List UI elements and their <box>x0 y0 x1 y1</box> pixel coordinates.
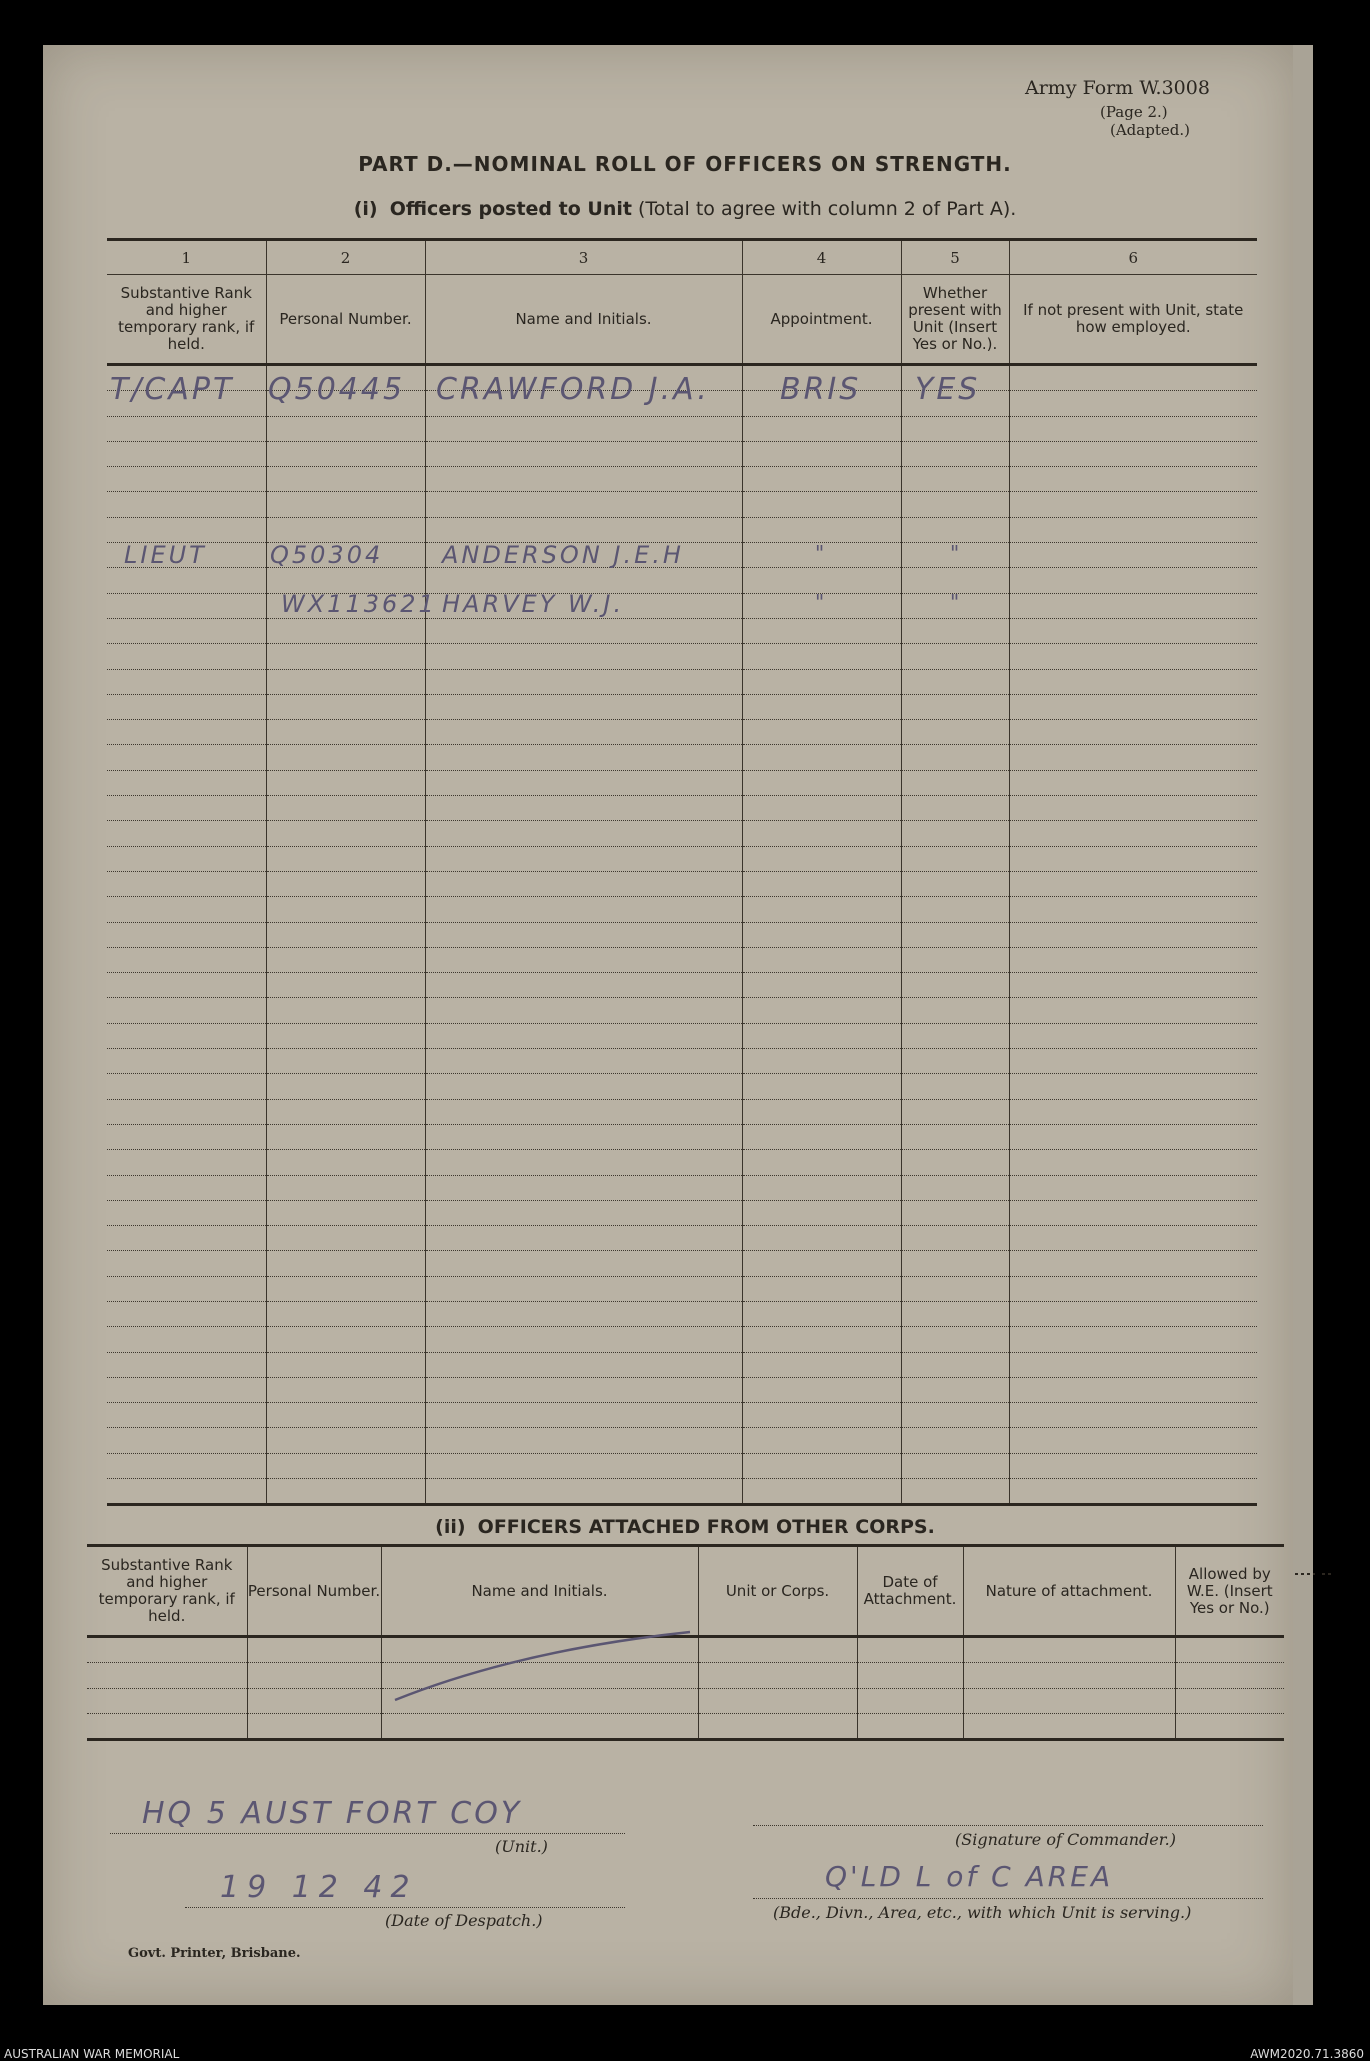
page-title: PART D.—NOMINAL ROLL OF OFFICERS ON STRENGTH. <box>358 152 1012 176</box>
column-number: 2 <box>266 240 425 275</box>
column-number: 3 <box>425 240 742 275</box>
area-caption: (Bde., Divn., Area, etc., with which Unit is serving.) <box>773 1903 1192 1922</box>
entry-name: HARVEY W.J. <box>442 590 625 618</box>
adapted-note: (Adapted.) <box>1110 121 1190 139</box>
entry-present: YES <box>915 372 981 407</box>
column-header-appointment: Appointment. <box>742 275 901 365</box>
entry-name: ANDERSON J.E.H <box>442 541 684 569</box>
page-indicator: (Page 2.) <box>1100 103 1168 121</box>
section1-label-bold: Officers posted to Unit <box>389 198 632 220</box>
column-number: 4 <box>742 240 901 275</box>
area-value: Q'LD L of C AREA <box>825 1860 1114 1893</box>
column-number: 1 <box>107 240 266 275</box>
unit-caption: (Unit.) <box>495 1837 548 1856</box>
column-header-unit: Unit or Corps. <box>698 1546 857 1637</box>
printer-imprint: Govt. Printer, Brisbane. <box>128 1946 301 1961</box>
entry-number: Q50445 <box>268 372 406 407</box>
column-header-nature: Nature of attachment. <box>963 1546 1175 1637</box>
section2-prefix: (ii) <box>435 1516 466 1538</box>
unit-value: HQ 5 AUST FORT COY <box>142 1796 523 1831</box>
entry-number: WX113621 <box>281 590 437 618</box>
entry-rank: T/CAPT <box>110 372 235 407</box>
signature-line <box>753 1825 1263 1826</box>
column-header-present: Whether present with Unit (Insert Yes or No.). <box>901 275 1009 365</box>
column-header-date: Date of Attachment. <box>857 1546 963 1637</box>
column-number: 5 <box>901 240 1009 275</box>
entry-appointment: " <box>815 541 828 565</box>
column-header-name: Name and Initials. <box>425 275 742 365</box>
entry-appointment: " <box>815 590 828 614</box>
entry-present: " <box>950 541 963 565</box>
section1-label-rest: (Total to agree with column 2 of Part A). <box>638 198 1017 220</box>
section2-label: OFFICERS ATTACHED FROM OTHER CORPS. <box>477 1516 935 1538</box>
form-number: Army Form W.3008 <box>1025 77 1210 99</box>
entry-number: Q50304 <box>270 541 384 569</box>
section1-prefix: (i) <box>353 198 378 220</box>
credit-institution: AUSTRALIAN WAR MEMORIAL <box>4 2047 180 2061</box>
column-header-employed: If not present with Unit, state how employed. <box>1009 275 1257 365</box>
column-header-rank: Substantive Rank and higher temporary rank, if held. <box>87 1546 247 1637</box>
credit-accession: AWM2020.71.3860 <box>1250 2047 1364 2061</box>
unit-line <box>110 1833 625 1834</box>
column-header-number: Personal Number. <box>266 275 425 365</box>
column-number: 6 <box>1009 240 1257 275</box>
date-line <box>185 1907 625 1908</box>
area-line <box>753 1898 1263 1899</box>
date-value: 19 12 42 <box>220 1870 418 1905</box>
column-header-number: Personal Number. <box>247 1546 381 1637</box>
signature-caption: (Signature of Commander.) <box>955 1830 1176 1849</box>
column-header-name: Name and Initials. <box>381 1546 698 1637</box>
entry-appointment: BRIS <box>780 372 862 407</box>
entry-present: " <box>950 590 963 614</box>
entry-name: CRAWFORD J.A. <box>436 372 710 407</box>
column-header-allowed: Allowed by W.E. (Insert Yes or No.) <box>1175 1546 1284 1637</box>
entry-rank: LIEUT <box>124 541 207 569</box>
date-caption: (Date of Despatch.) <box>385 1911 543 1930</box>
column-header-rank: Substantive Rank and higher temporary rank, if held. <box>107 275 266 365</box>
